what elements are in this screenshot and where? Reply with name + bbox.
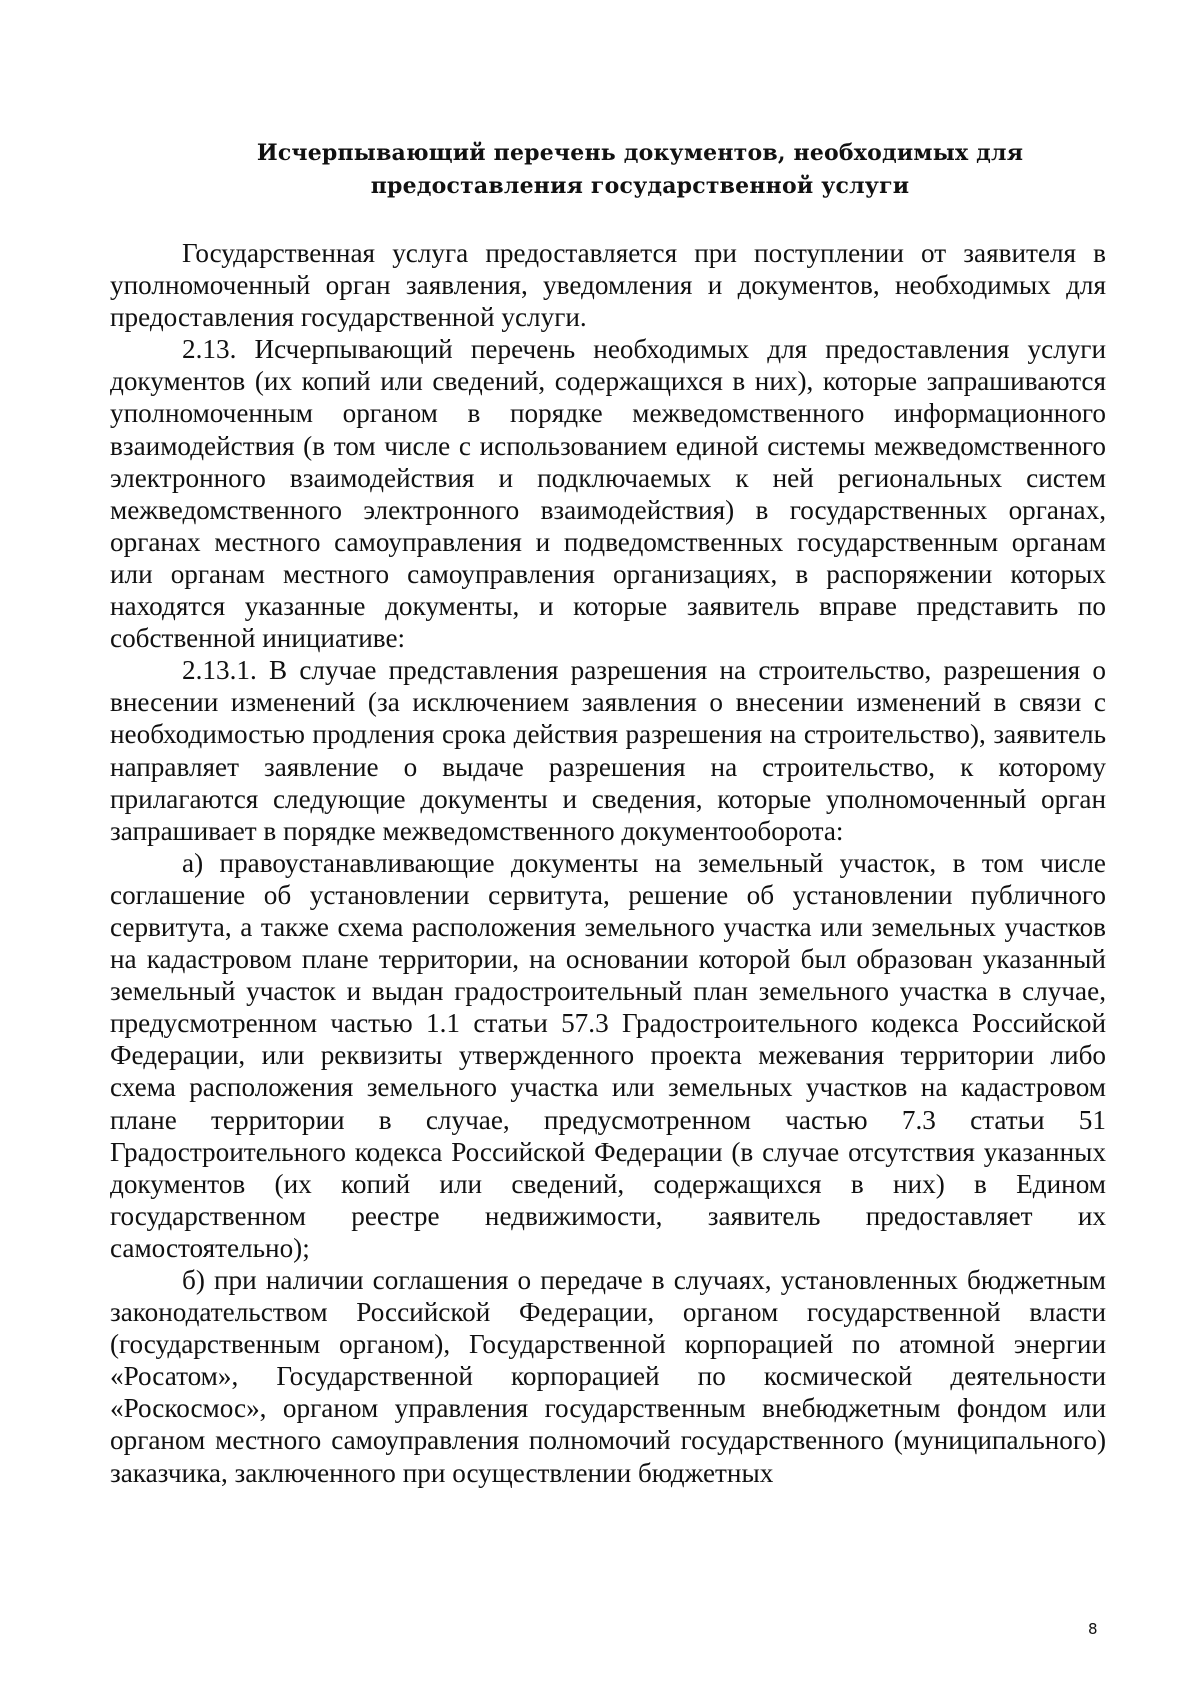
title-line-2: предоставления государственной услуги	[370, 173, 910, 199]
paragraph-2-13: 2.13. Исчерпывающий перечень необходимых для предоставления услуги документов (их копий или сведений, содержащихся в них), которые запрашиваются уполномоченным органом в порядке межведомственного информационного взаимодействия (в том числе с использованием единой системы межведомственного электронного взаимодействия и подключаемых к ней региональных систем межведомственного электронного взаимодействия) в государственных органах, органах местного самоуправления и подведомственных государственным органам или органам местного самоуправления организациях, в распоряжении которых находятся указанные документы, и которые заявитель вправе представить по собственной инициативе:	[110, 334, 1106, 654]
paragraph-item-a: а) правоустанавливающие документы на земельный участок, в том числе соглашение об установлении сервитута, решение об установлении публичного сервитута, а также схема расположения земельного участка или земельных участков на кадастровом плане территории, на основании которой был образован указанный земельный участок и выдан градостроительный план земельного участка в случае, предусмотренном частью 1.1 статьи 57.3 Градостроительного кодекса Российской Федерации, или реквизиты утвержденного проекта межевания территории либо схема расположения земельного участка или земельных участков на кадастровом плане территории в случае, предусмотренном частью 7.3 статьи 51 Градостроительного кодекса Российской Федерации (в случае отсутствия указанных документов (их копий или сведений, содержащихся в них) в Едином государственном реестре недвижимости, заявитель предоставляет их самостоятельно);	[110, 847, 1106, 1263]
paragraph-item-b: б) при наличии соглашения о передаче в случаях, установленных бюджетным законодательством Российской Федерации, органом государственной власти (государственным органом), Государственной корпорацией по атомной энергии «Росатом», Государственной корпорацией по космической деятельности «Роскосмос», органом управления государственным внебюджетным фондом или органом местного самоуправления полномочий государственного (муниципального) заказчика, заключенного при осуществлении бюджетных	[110, 1265, 1106, 1488]
document-body	[110, 237, 1106, 1489]
page-number: 8	[1088, 1620, 1098, 1638]
title-line-1: Исчерпывающий перечень документов, необходимых для	[256, 140, 1024, 166]
paragraph-intro: Государственная услуга предоставляется при поступлении от заявителя в уполномоченный орган заявления, уведомления и документов, необходимых для предоставления государственной услуги.	[110, 238, 1106, 333]
paragraph-2-13-1: 2.13.1. В случае представления разрешения на строительство, разрешения о внесении изменений (за исключением заявления о внесении изменений в связи с необходимостью продления срока действия разрешения на строительство), заявитель направляет заявление о выдаче разрешения на строительство, к которому прилагаются следующие документы и сведения, которые уполномоченный орган запрашивает в порядке межведомственного документооборота:	[110, 655, 1106, 846]
document-title	[200, 137, 1080, 203]
